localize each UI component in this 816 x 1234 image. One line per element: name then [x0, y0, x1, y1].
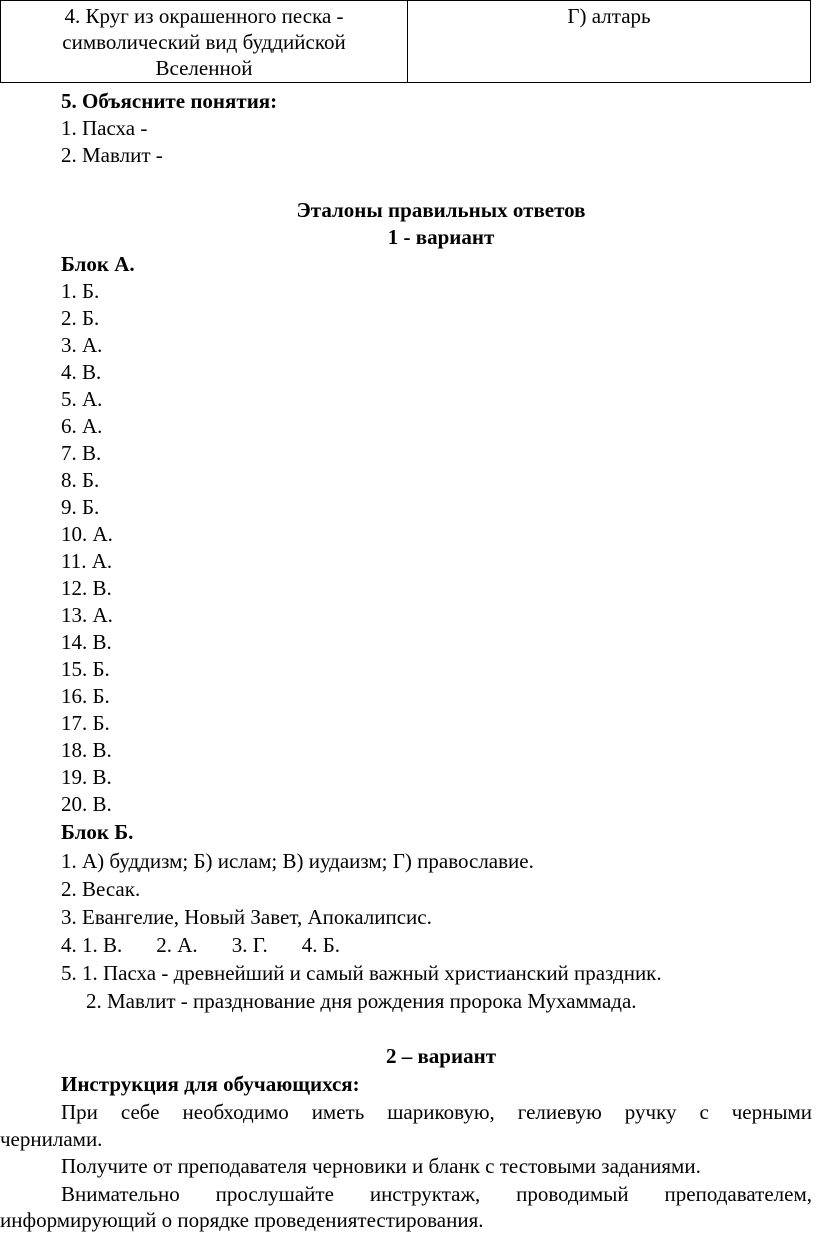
- cell-text-line: символический вид буддийской: [62, 30, 346, 54]
- answer-item: 11. А.: [61, 549, 113, 573]
- answer-part: 4. Б.: [301, 933, 341, 957]
- answer-item: 2. Б.: [61, 306, 100, 330]
- answer-item: 16. Б.: [61, 684, 110, 708]
- paragraph-line: Внимательно прослушайте инструктаж, проводимый преподавателем,: [61, 1182, 812, 1206]
- answer-item: 8. Б.: [61, 468, 100, 492]
- answer-item: 10. А.: [61, 522, 113, 546]
- cell-text-line: Вселенной: [155, 56, 253, 80]
- answer-item-4: [61, 931, 816, 959]
- answer-item: 1. А) буддизм; Б) ислам; В) иудаизм; Г) православие.: [61, 849, 534, 873]
- cell-text-line: Г) алтарь: [567, 4, 651, 28]
- block-b-heading: Блок Б.: [61, 820, 134, 844]
- paragraph-line: чернилами.: [0, 1127, 103, 1151]
- table-row: [1, 1, 811, 83]
- answer-part: 4. 1. В.: [61, 933, 123, 957]
- answer-item: 19. В.: [61, 765, 112, 789]
- answer-item: 5. 1. Пасха - древнейший и самый важный христианский праздник.: [61, 961, 662, 985]
- answer-item: 3. Евангелие, Новый Завет, Апокалипсис.: [61, 905, 432, 929]
- answer-item: 2. Мавлит - празднование дня рождения пророка Мухаммада.: [86, 989, 637, 1013]
- answer-item: 1. Б.: [61, 279, 100, 303]
- answer-item: 2. Весак.: [61, 877, 141, 901]
- answer-item: 13. А.: [61, 603, 113, 627]
- table-cell-right: [408, 1, 811, 83]
- answer-item: 15. Б.: [61, 657, 110, 681]
- answer-item: 9. Б.: [61, 495, 100, 519]
- block-a-heading: Блок А.: [61, 252, 135, 276]
- matching-table: [0, 0, 811, 83]
- answer-item: 7. В.: [61, 441, 102, 465]
- table-cell-left: [1, 1, 408, 83]
- cell-text-line: 4. Круг из окрашенного песка -: [64, 4, 344, 28]
- task5-heading: 5. Объясните понятия:: [61, 89, 278, 113]
- answer-item: 18. В.: [61, 738, 112, 762]
- answer-item: 4. В.: [61, 360, 102, 384]
- answers-title: Эталоны правильных ответов: [296, 198, 586, 222]
- answer-part: 3. Г.: [231, 933, 268, 957]
- variant-2-title: 2 – вариант: [385, 1044, 497, 1068]
- paragraph-line: Получите от преподавателя черновики и бланк с тестовыми заданиями.: [61, 1154, 701, 1178]
- answer-item: 6. А.: [61, 414, 103, 438]
- answer-item: 12. В.: [61, 576, 112, 600]
- answer-part: 2. А.: [156, 933, 198, 957]
- paragraph-line: информирующий о порядке проведениятестирования.: [0, 1208, 484, 1232]
- answer-item: 3. А.: [61, 333, 103, 357]
- answer-item: 20. В.: [61, 792, 112, 816]
- instruction-heading: Инструкция для обучающихся:: [61, 1072, 360, 1096]
- paragraph-line: При себе необходимо иметь шариковую, гелиевую ручку с черными: [61, 1100, 812, 1124]
- task5-item: 2. Мавлит -: [61, 143, 163, 167]
- answer-item: 5. А.: [61, 387, 103, 411]
- answer-item: 14. В.: [61, 630, 112, 654]
- variant-1-title: 1 - вариант: [387, 225, 495, 249]
- task5-item: 1. Пасха -: [61, 116, 148, 140]
- answer-item: 17. Б.: [61, 711, 110, 735]
